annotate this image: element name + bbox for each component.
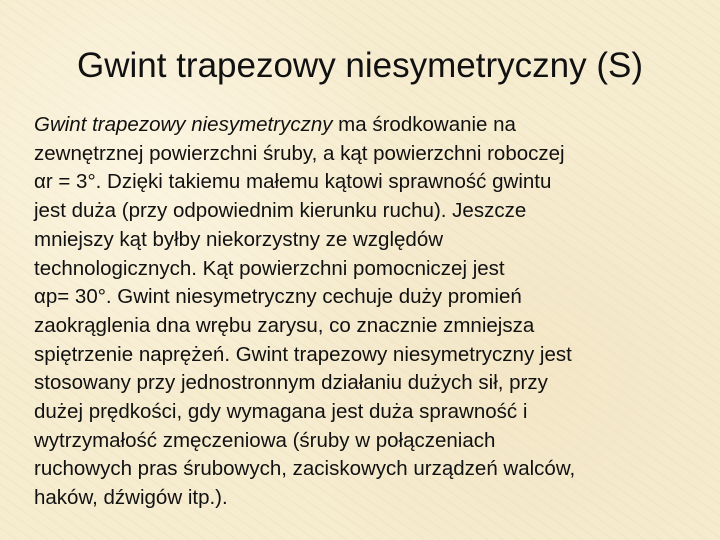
- text-line: jest duża (przy odpowiednim kierunku ruchu). Jeszcze: [34, 199, 527, 223]
- slide-title: Gwint trapezowy niesymetryczny (S): [77, 46, 643, 85]
- text-line: zewnętrznej powierzchni śruby, a kąt powierzchni roboczej: [34, 141, 565, 165]
- text-line: αp= 30°. Gwint niesymetryczny cechuje duży promień: [34, 285, 522, 309]
- text-line: αr = 3°. Dzięki takiemu małemu kątowi sprawność gwintu: [34, 170, 552, 194]
- text-line: haków, dźwigów itp.).: [34, 486, 228, 510]
- text-line: ruchowych pras śrubowych, zaciskowych urządzeń walców,: [34, 457, 576, 481]
- italic-term: Gwint trapezowy niesymetryczny: [34, 113, 333, 136]
- body-paragraph: [34, 111, 684, 513]
- text-line: technologicznych. Kąt powierzchni pomocniczej jest: [34, 256, 505, 280]
- text-line: spiętrzenie naprężeń. Gwint trapezowy niesymetryczny jest: [34, 342, 572, 366]
- text-line: mniejszy kąt byłby niekorzystny ze względów: [34, 227, 444, 251]
- text-line: dużej prędkości, gdy wymagana jest duża sprawność i: [34, 400, 528, 424]
- text-line: wytrzymałość zmęczeniowa (śruby w połączeniach: [34, 428, 496, 452]
- text-line: zaokrąglenia dna wrębu zarysu, co znacznie zmniejsza: [34, 313, 535, 337]
- text-line: ma środkowanie na: [332, 113, 516, 136]
- text-line: stosowany przy jednostronnym działaniu dużych sił, przy: [34, 371, 548, 395]
